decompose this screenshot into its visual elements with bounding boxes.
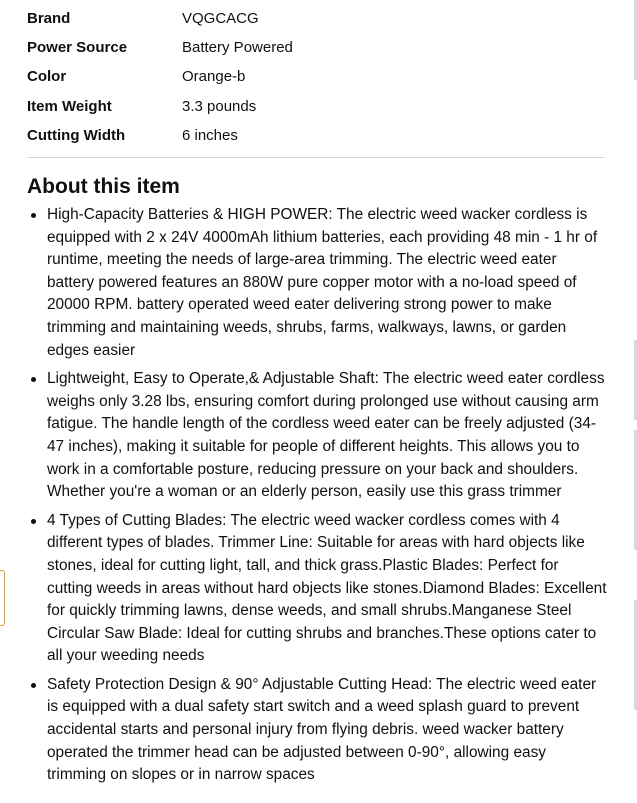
about-bullet: Safety Protection Design & 90° Adjustable Cutting Head: The electric weed eater is equipped with a dual safety start switch and a weed splash guard to prevent accidental starts and personal injury from flying debris. weed wacker battery operated the trimmer head can be adjusted between 0-90°, allowing easy trimming on slopes or in narrow spaces [47, 674, 607, 787]
spec-row-color [27, 62, 605, 91]
spec-value: 3.3 pounds [182, 97, 257, 115]
spec-key: Brand [27, 10, 71, 28]
spec-value: Battery Powered [182, 39, 293, 57]
about-bullet-list [47, 204, 607, 793]
spec-key: Power Source [27, 39, 128, 57]
about-this-item-heading: About this item [27, 175, 180, 198]
spec-key: Cutting Width [27, 126, 126, 144]
spec-row-item-weight [27, 92, 605, 121]
side-panel-tab[interactable] [0, 570, 5, 626]
about-bullet: Lightweight, Easy to Operate,& Adjustable Shaft: The electric weed eater cordless weighs only 3.28 lbs, ensuring comfort during prolonged use without causing arm fatigue. The handle length of the cordless weed eater can be freely adjusted (34-47 inches), making it suitable for people of different heights. This allows you to work in a comfortable posture, reducing pressure on your back and shoulders. Whether you're a woman or an elderly person, easily use this grass trimmer [47, 368, 607, 504]
spec-value: VQGCACG [182, 10, 259, 28]
spec-value: 6 inches [182, 126, 238, 144]
about-bullet: High-Capacity Batteries & HIGH POWER: The electric weed wacker cordless is equipped with 2 x 24V 4000mAh lithium batteries, each providing 48 min - 1 hr of runtime, meeting the needs of large-area trimming. The electric weed eater battery powered features an 880W pure copper motor with a no-load speed of 20000 RPM. battery operated weed eater delivering strong power to make trimming and maintaining weeds, shrubs, farms, walkways, lawns, or garden edges easier [47, 204, 607, 362]
spec-value: Orange-b [182, 68, 246, 86]
spec-key: Color [27, 68, 67, 86]
about-bullet: 4 Types of Cutting Blades: The electric weed wacker cordless comes with 4 different types of blades. Trimmer Line: Suitable for areas with hard objects like stones, ideal for cutting light, tall, and thick grass.Plastic Blades: Perfect for cutting weeds in areas without hard objects like stones.Diamond Blades: Excellent for quickly trimming lawns, dense weeds, and small shrubs.Manganese Steel Circular Saw Blade: Ideal for cutting shrubs and branches.These options cater to all your weeding needs [47, 510, 607, 668]
spec-row-cutting-width [27, 121, 605, 150]
product-specs-table [27, 4, 605, 150]
spec-row-brand [27, 4, 605, 33]
spec-row-power-source [27, 33, 605, 62]
spec-key: Item Weight [27, 97, 112, 115]
section-divider [27, 157, 605, 158]
